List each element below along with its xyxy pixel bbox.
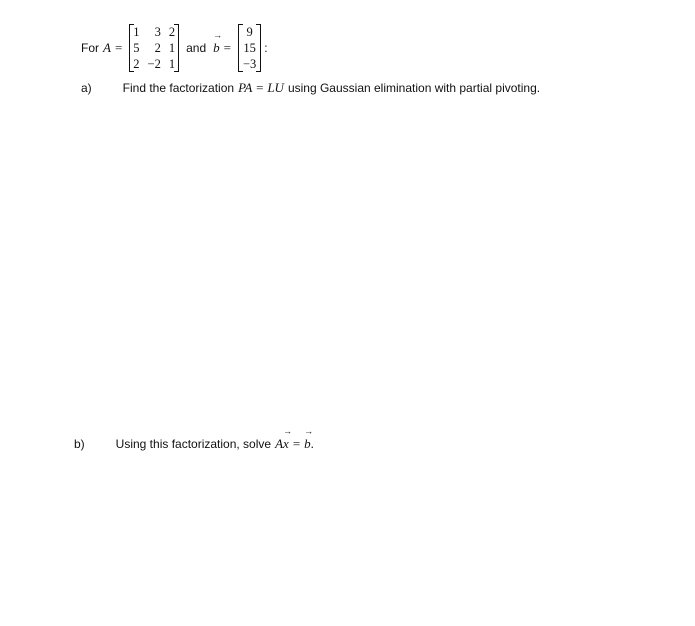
vector-cell: 9 bbox=[246, 25, 253, 39]
part-b-period: . bbox=[310, 436, 314, 451]
equals-sign: = bbox=[223, 40, 231, 55]
part-b-eq-x bbox=[283, 426, 293, 452]
part-a-equation: PA = LU bbox=[238, 80, 284, 95]
for-word: For bbox=[81, 41, 99, 55]
part-b-equals: = bbox=[292, 436, 301, 451]
matrix-cell: 3 bbox=[154, 25, 161, 39]
vector-b-letter: b bbox=[213, 40, 220, 55]
matrix-cell: 2 bbox=[133, 57, 140, 71]
matrix-cell: 1 bbox=[168, 41, 176, 55]
matrix-cell: 1 bbox=[168, 57, 176, 71]
vector-cell: −3 bbox=[242, 57, 257, 71]
vector-x-letter: x bbox=[283, 436, 289, 451]
part-a-text: Find the factorization bbox=[122, 81, 235, 95]
vector-arrow-icon: → bbox=[283, 426, 293, 436]
vector-arrow-icon: → bbox=[304, 426, 314, 436]
part-a-text-after: using Gaussian elimination with partial pivoting. bbox=[287, 81, 541, 95]
vector-arrow-icon: → bbox=[213, 30, 223, 40]
vector-b-symbol bbox=[213, 30, 223, 56]
matrix-a-symbol: A bbox=[103, 40, 111, 55]
right-bracket bbox=[256, 24, 261, 72]
part-b-eq-a: A bbox=[275, 436, 284, 451]
left-bracket bbox=[129, 24, 134, 72]
vector-b bbox=[238, 24, 261, 72]
vector-cell: 15 bbox=[243, 41, 256, 55]
matrix-row bbox=[129, 24, 179, 40]
part-b-text: Using this factorization, solve bbox=[115, 437, 272, 451]
problem-statement bbox=[81, 22, 268, 74]
and-word: and bbox=[186, 41, 207, 55]
matrix-row bbox=[129, 40, 179, 56]
matrix-cell: 2 bbox=[154, 41, 161, 55]
vector-b-letter: b bbox=[304, 436, 311, 451]
matrix-cell: 2 bbox=[168, 25, 176, 39]
matrix-a bbox=[129, 24, 179, 72]
matrix-row bbox=[129, 56, 179, 72]
right-bracket bbox=[174, 24, 179, 72]
matrix-cell: −2 bbox=[147, 57, 161, 71]
part-b-label: b) bbox=[74, 437, 85, 451]
equals-sign: = bbox=[114, 40, 123, 55]
part-a bbox=[81, 80, 540, 96]
matrix-cell: 5 bbox=[133, 41, 140, 55]
part-b-eq-b bbox=[304, 426, 314, 452]
matrix-cell: 1 bbox=[133, 25, 140, 39]
part-a-label: a) bbox=[81, 81, 92, 95]
colon: : bbox=[264, 41, 268, 55]
part-b bbox=[74, 426, 314, 452]
left-bracket bbox=[238, 24, 243, 72]
